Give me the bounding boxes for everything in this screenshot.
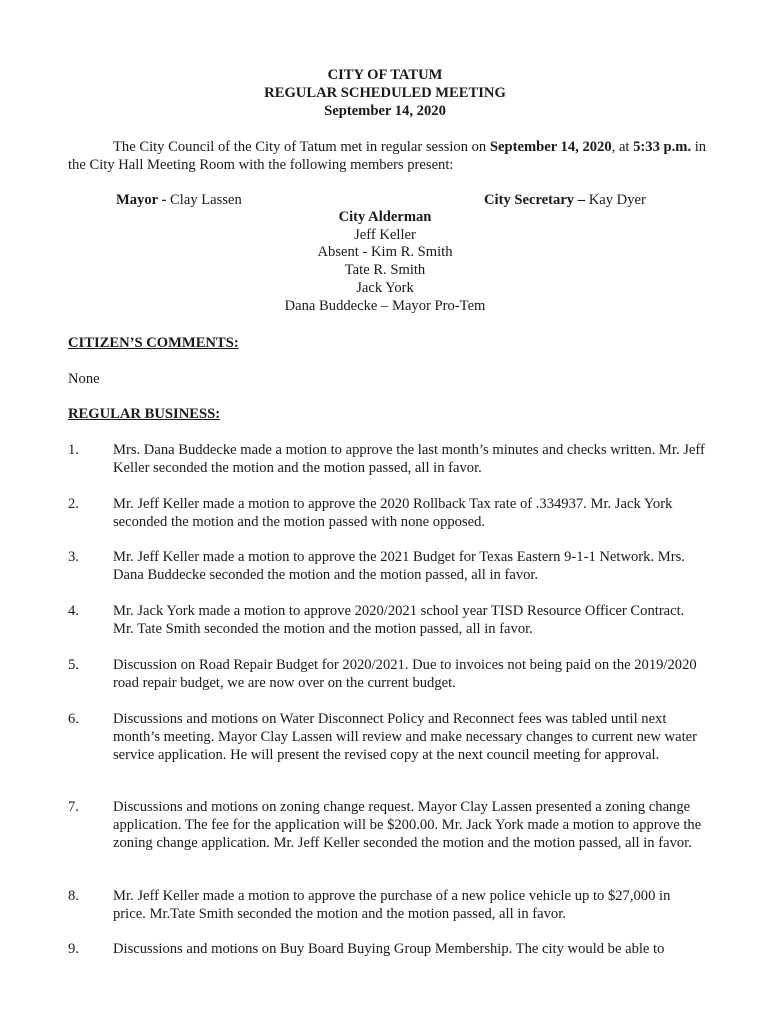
secretary-label: City Secretary – — [484, 192, 589, 208]
business-item — [68, 495, 708, 531]
item-text: Mr. Jeff Keller made a motion to approve the 2020 Rollback Tax rate of .334937. Mr. Jack York seconded the motion and the motion passed with none opposed. — [113, 496, 673, 530]
intro-paragraph — [68, 138, 708, 174]
item-text: Mr. Jack York made a motion to approve 2020/2021 school year TISD Resource Officer Contract. Mr. Tate Smith seconded the motion and the motion passed, all in favor. — [113, 603, 685, 637]
item-text: Mr. Jeff Keller made a motion to approve the purchase of a new police vehicle up to $27,000 in price. Mr.Tate Smith seconded the motion and the motion passed, all in favor. — [113, 888, 671, 922]
aldermen-list — [0, 209, 770, 315]
intro-text-1: The City Council of the City of Tatum met in regular session on — [113, 139, 490, 155]
alderman-item: Absent - Kim R. Smith — [317, 244, 453, 261]
mayor-line — [116, 191, 242, 209]
intro-time: 5:33 p.m. — [633, 139, 692, 155]
business-item — [68, 710, 708, 764]
item-text: Discussion on Road Repair Budget for 2020/2021. Due to invoices not being paid on the 2019/2020 road repair budget, we are now over on the current budget. — [113, 657, 697, 691]
item-number: 1. — [68, 442, 79, 458]
document-header — [0, 66, 770, 120]
intro-text-3: in the City Hall Meeting Room with the following members present: — [68, 139, 707, 173]
aldermen-heading: City Alderman — [338, 209, 432, 225]
item-text: Discussions and motions on Water Disconnect Policy and Reconnect fees was tabled until next month’s meeting. Mayor Clay Lassen will review and make necessary changes to current new water service application. He will present the revised copy at the next council meeting for approval. — [113, 711, 697, 763]
business-item — [68, 887, 708, 923]
item-number: 3. — [68, 549, 79, 565]
citizens-comments-text: None — [68, 371, 100, 387]
business-item — [68, 602, 708, 638]
alderman-item: Tate R. Smith — [344, 262, 426, 279]
item-text: Discussions and motions on Buy Board Buying Group Membership. The city would be able to — [113, 941, 665, 957]
item-text: Mrs. Dana Buddecke made a motion to approve the last month’s minutes and checks written. Mr. Jeff Keller seconded the motion and the motion passed, all in favor. — [113, 442, 705, 476]
item-number: 8. — [68, 888, 79, 904]
item-text: Discussions and motions on zoning change request. Mayor Clay Lassen presented a zoning change application. The fee for the application will be $200.00. Mr. Jack York made a motion to approve the zoning change application. Mr. Jeff Keller seconded the motion and the motion passed, all in favor. — [113, 799, 702, 851]
business-item — [68, 441, 708, 477]
alderman-item: Jeff Keller — [354, 226, 416, 243]
intro-date: September 14, 2020 — [489, 139, 612, 155]
header-city: CITY OF TATUM — [327, 67, 443, 83]
header-date: September 14, 2020 — [324, 103, 446, 119]
item-number: 7. — [68, 799, 79, 815]
citizens-comments-heading: CITIZEN’S COMMENTS: — [68, 335, 239, 351]
item-number: 6. — [68, 711, 79, 727]
alderman-item: Jack York — [356, 279, 414, 296]
regular-business-heading: REGULAR BUSINESS: — [68, 406, 221, 422]
item-number: 5. — [68, 657, 79, 673]
header-meeting-type: REGULAR SCHEDULED MEETING — [264, 85, 506, 101]
intro-text-2: , at — [611, 139, 634, 155]
business-item — [68, 798, 708, 852]
item-number: 9. — [68, 941, 79, 957]
item-text: Mr. Jeff Keller made a motion to approve the 2021 Budget for Texas Eastern 9-1-1 Network. Mrs. Dana Buddecke seconded the motion and the motion passed, all in favor. — [113, 549, 685, 583]
mayor-label: Mayor - — [116, 192, 171, 208]
item-number: 2. — [68, 496, 79, 512]
secretary-line — [484, 191, 646, 209]
business-item — [68, 548, 708, 584]
secretary-name: Kay Dyer — [588, 192, 646, 208]
item-number: 4. — [68, 603, 79, 619]
business-item — [68, 656, 708, 692]
mayor-name: Clay Lassen — [170, 192, 242, 208]
alderman-item: Dana Buddecke – Mayor Pro-Tem — [284, 297, 486, 314]
business-item — [68, 940, 708, 958]
